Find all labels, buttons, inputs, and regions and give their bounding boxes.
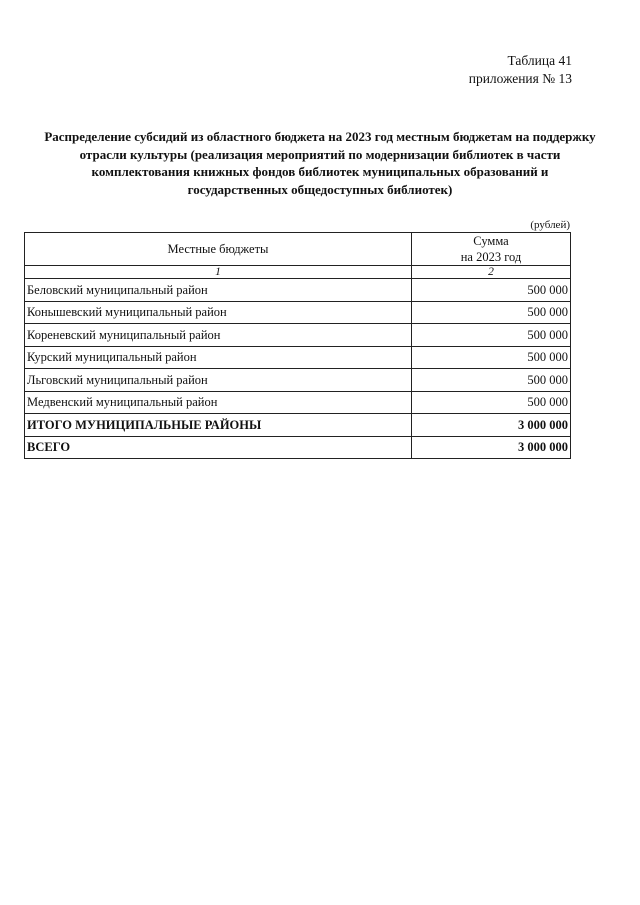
column-header-sum (412, 233, 571, 266)
district-name: Конышевский муниципальный район (25, 301, 412, 324)
page-header (469, 52, 572, 88)
subsidy-amount: 500 000 (412, 346, 571, 369)
subtotal-label: ИТОГО МУНИЦИПАЛЬНЫЕ РАЙОНЫ (25, 414, 412, 437)
column-header-sum-line1: Сумма (473, 234, 509, 248)
table-reference: Таблица 41 (507, 53, 572, 68)
district-name: Льговский муниципальный район (25, 369, 412, 392)
subsidy-table (24, 232, 571, 459)
table-row (25, 391, 571, 414)
table-row (25, 346, 571, 369)
column-header-budgets: Местные бюджеты (25, 233, 412, 266)
subsidy-amount: 500 000 (412, 279, 571, 302)
grand-total-amount: 3 000 000 (412, 436, 571, 459)
column-numbering-row (25, 266, 571, 279)
table-row (25, 369, 571, 392)
subsidy-amount: 500 000 (412, 324, 571, 347)
subsidy-amount: 500 000 (412, 391, 571, 414)
subtotal-amount: 3 000 000 (412, 414, 571, 437)
grand-total-label: ВСЕГО (25, 436, 412, 459)
column-number-1: 1 (25, 266, 412, 279)
district-name: Кореневский муниципальный район (25, 324, 412, 347)
document-title: Распределение субсидий из областного бюджета на 2023 год местным бюджетам на поддержку отрасли культуры (реализация мероприятий по модернизации библиотек в части комплектования книжных фондов библиотек муниципальных образований и государственных общедоступных библиотек) (44, 129, 596, 197)
column-header-sum-line2: на 2023 год (460, 250, 522, 264)
subtotal-row (25, 414, 571, 437)
district-name: Беловский муниципальный район (25, 279, 412, 302)
subsidy-amount: 500 000 (412, 301, 571, 324)
district-name: Медвенский муниципальный район (25, 391, 412, 414)
subsidy-amount: 500 000 (412, 369, 571, 392)
units-label: (рублей) (530, 219, 570, 231)
table-header-row (25, 233, 571, 266)
appendix-reference: приложения № 13 (468, 71, 572, 86)
table-row (25, 301, 571, 324)
grand-total-row (25, 436, 571, 459)
column-number-2: 2 (412, 266, 571, 279)
district-name: Курский муниципальный район (25, 346, 412, 369)
table-row (25, 324, 571, 347)
table-row (25, 279, 571, 302)
